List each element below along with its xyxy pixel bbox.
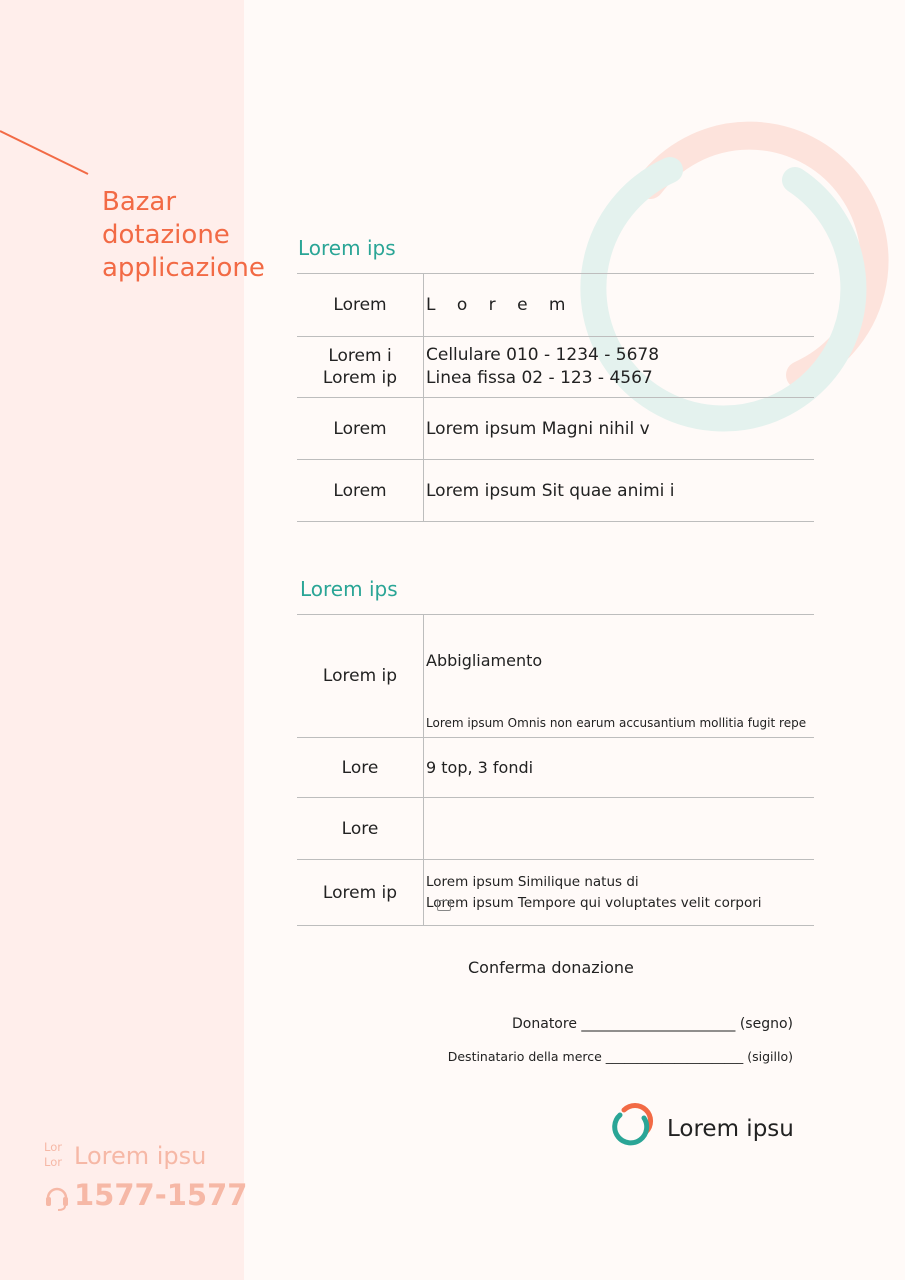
contact-phone[interactable]: 1577-1577	[74, 1178, 248, 1212]
donor-signature-line: Donatore ______________________ (segno)	[512, 1016, 793, 1032]
mobile-number: Cellulare 010 - 1234 - 5678	[426, 345, 660, 365]
row-label: Lorem	[297, 460, 424, 522]
row-label: Lore	[297, 738, 424, 798]
section-title-1: Lorem ips	[298, 236, 396, 260]
recipient-seal-line: Destinatario della merce ______________________ (sigillo)	[447, 1049, 793, 1064]
row-value: L o r e m	[424, 274, 815, 337]
item-note: Lorem ipsum Omnis non earum accusantium mollitia fugit repe	[426, 716, 807, 730]
row-label	[297, 337, 424, 398]
section-title-2: Lorem ips	[300, 577, 398, 601]
table-row	[297, 337, 814, 398]
contact-label: Lor	[44, 1155, 62, 1169]
label-line: Lorem i	[328, 346, 392, 366]
row-value: 9 top, 3 fondi	[424, 738, 815, 798]
logo-text: Lorem ipsu	[667, 1116, 794, 1142]
checkbox[interactable]	[437, 900, 451, 911]
landline-number: Linea fissa 02 - 123 - 4567	[426, 368, 653, 388]
table-row	[297, 798, 814, 860]
label-line: Lorem ip	[322, 368, 398, 388]
table-row	[297, 274, 814, 337]
table-row	[297, 398, 814, 460]
contact-label: Lor	[44, 1140, 62, 1154]
confirm-title: Conferma donazione	[468, 958, 634, 977]
table-row	[297, 460, 814, 522]
row-value	[424, 337, 815, 398]
table-row	[297, 860, 814, 926]
document-title: Bazar dotazione applicazione	[102, 187, 265, 283]
contact-name: Lorem ipsu	[74, 1142, 207, 1170]
row-label: Lorem	[297, 398, 424, 460]
contact-block	[44, 1140, 248, 1212]
row-label: Lore	[297, 798, 424, 860]
value-line: Lorem ipsum Tempore qui voluptates velit corpori	[426, 894, 762, 911]
row-label: Lorem ip	[297, 860, 424, 926]
info-table-2	[297, 614, 814, 926]
table-row	[297, 615, 814, 738]
row-value: Lorem ipsum Sit quae animi i	[424, 460, 815, 522]
headset-icon	[44, 1182, 70, 1212]
row-value	[424, 860, 815, 926]
row-label: Lorem	[297, 274, 424, 337]
decorative-line	[0, 0, 100, 190]
row-value: Lorem ipsum Magni nihil v	[424, 398, 815, 460]
value-line: Lorem ipsum Similique natus di	[426, 873, 639, 890]
row-value	[424, 615, 815, 738]
info-table-1	[297, 273, 814, 522]
logo-icon	[610, 1098, 662, 1152]
table-row	[297, 738, 814, 798]
row-label: Lorem ip	[297, 615, 424, 738]
item-category: Abbigliamento	[426, 651, 543, 670]
row-value	[424, 798, 815, 860]
